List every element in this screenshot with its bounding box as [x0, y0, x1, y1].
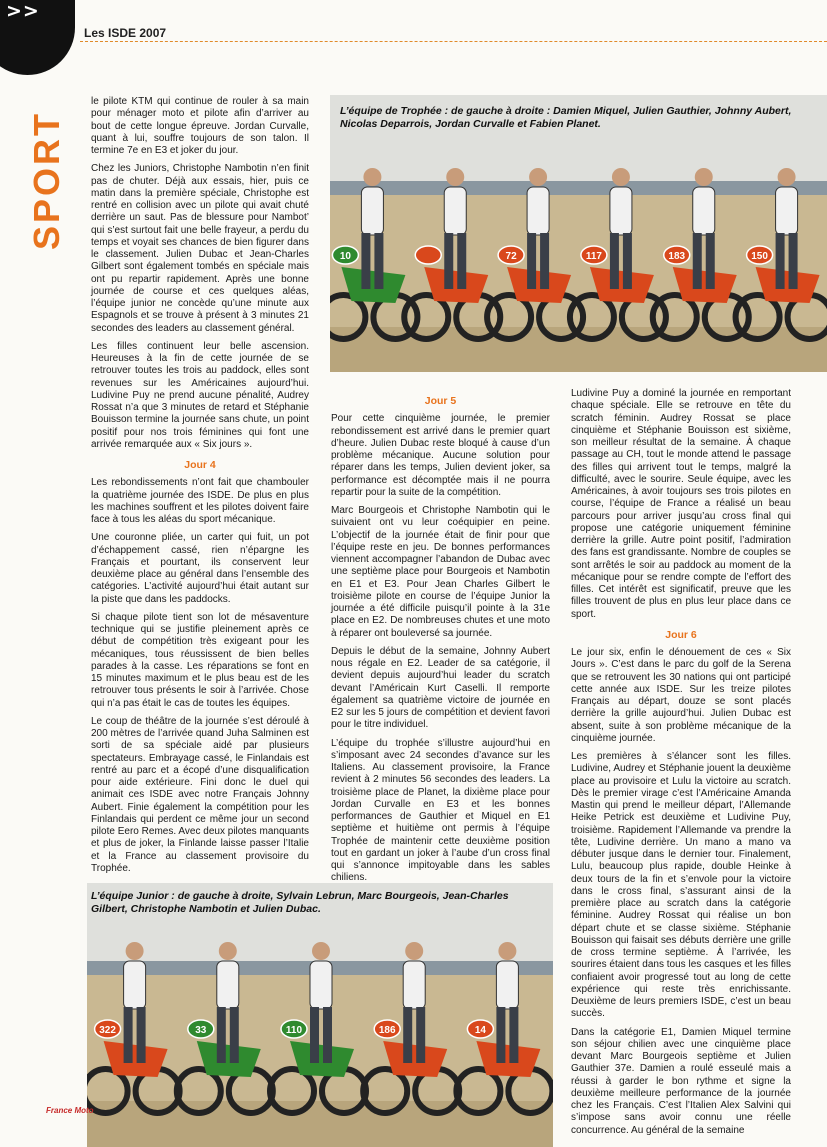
number-plate-text: 322 — [99, 1025, 116, 1036]
rider-head — [126, 942, 144, 960]
number-plate-text: 72 — [505, 251, 517, 262]
section-tab — [0, 0, 75, 75]
section-label: SPORT — [26, 110, 67, 250]
number-plate — [415, 246, 441, 264]
rider-leg — [361, 233, 370, 289]
header-divider — [80, 41, 827, 42]
paragraph: Depuis le début de la semaine, Johnny Aubert nous régale en E2. Leader de sa catégorie, il devient depuis aujourd’hui leader du scratch devant l’Américain Kurt Caselli. Il remporte également sa quatrième victoire de journée en E2 sur les 5 jours de compétition et devient favori pour le titre individuel. — [331, 645, 550, 731]
rider-jersey — [496, 961, 518, 1009]
number-plate-text: 183 — [668, 251, 686, 262]
photo-caption: L’équipe Junior : de gauche à droite, Sylvain Lebrun, Marc Bourgeois, Jean-Charles Gilbert, Christophe Nambotin et Julien Dubac. — [91, 890, 509, 915]
number-plate-text: 110 — [285, 1025, 303, 1036]
rider-leg — [444, 233, 453, 289]
rider-leg — [457, 233, 466, 289]
paragraph: Le jour six, enfin le dénouement de ces « Six Jours ». C’est dans le parc du golf de la Serena que se retrouvent les 30 nations qui ont participé cette année aux ISDE. Sur les treize pilotes Français au départ, douze se sont placés derrière la grille aujourd’hui. Julien Dubac est absent, suite à son problème mécanique de la cinquième journée. — [571, 647, 791, 744]
rider-jersey — [776, 187, 798, 235]
rider-leg — [789, 233, 798, 289]
rider-head — [612, 168, 630, 186]
rider-leg — [527, 233, 536, 289]
paragraph: Pour cette cinquième journée, le premier rebondissement est arrivé dans le premier quart d’heure. Julien Dubac reste bloqué à cause d’un problème mécanique. Aucune solution pour réparer dans les temps, Julien devient joker, sa performance est décomptée mais il ne pourra repartir pour la suite de la compétition. — [331, 413, 550, 498]
photo-caption: L’équipe de Trophée : de gauche à droite : Damien Miquel, Julien Gauthier, Johnny Aubert, Nicolas Deparrois, Jordan Curvalle et Fabien Planet. — [340, 105, 792, 130]
magazine-logo: France Moto — [46, 1106, 94, 1115]
number-plate-text: 150 — [751, 251, 768, 262]
rider-leg — [540, 233, 549, 289]
rider-head — [219, 942, 237, 960]
rider-leg — [310, 1007, 319, 1063]
running-header: Les ISDE 2007 — [84, 26, 167, 40]
number-plate-text: 10 — [339, 251, 351, 262]
number-plate-text: 186 — [378, 1025, 396, 1036]
article-column-2 — [331, 387, 550, 891]
rider-leg — [610, 233, 619, 289]
number-plate-text: 117 — [585, 251, 602, 262]
rider-leg — [496, 1007, 505, 1063]
rider-jersey — [310, 961, 332, 1009]
junior-team-illustration — [87, 883, 553, 1147]
rider-leg — [403, 1007, 412, 1063]
rider-leg — [706, 233, 715, 289]
paragraph: le pilote KTM qui continue de rouler à sa main pour ménager moto et pilote afin d’arriver au bout de cette longue épreuve. Jordan Curvalle, quant à lui, souffre toujours de son talon. Il termine 7e en E3 et joker du jour. — [91, 96, 309, 156]
rider-leg — [217, 1007, 226, 1063]
rider-jersey — [217, 961, 239, 1009]
trophy-team-photo — [330, 95, 827, 372]
rider-jersey — [403, 961, 425, 1009]
section-heading: Jour 6 — [665, 628, 697, 641]
rider-leg — [509, 1007, 518, 1063]
rider-head — [363, 168, 381, 186]
rider-head — [405, 942, 423, 960]
rider-jersey — [124, 961, 146, 1009]
rider-leg — [374, 233, 383, 289]
paragraph: Dans la catégorie E1, Damien Miquel termine son séjour chilien avec une cinquième place devant Marc Bourgeois septième et Julien Gauthier 37e. Damien a roulé esseulé mais a réussi à garder le bon rythme et signe la deuxième meilleure performance de la journée chez les Français. C’est l’Italien Alex Salvini qui s’impose sans avoir connu une réelle concurrence. Au général de la semaine — [571, 1026, 791, 1136]
rider-leg — [416, 1007, 425, 1063]
rider-head — [695, 168, 713, 186]
section-heading: Jour 4 — [184, 459, 216, 471]
number-plate-text: 14 — [474, 1025, 486, 1036]
rider-jersey — [693, 187, 715, 235]
rider-leg — [693, 233, 702, 289]
chevron-right-icon: >> — [6, 0, 40, 22]
rider-leg — [124, 1007, 133, 1063]
section-heading: Jour 5 — [424, 395, 457, 407]
rider-jersey — [361, 187, 383, 235]
foreground-dirt — [87, 1101, 553, 1147]
rider-jersey — [444, 187, 466, 235]
rider-head — [529, 168, 547, 186]
paragraph: Les rebondissements n’ont fait que chambouler la quatrième journée des ISDE. De plus en plus les machines souffrent et les pilotes doivent faire face à tous les aléas du sport mécanique. — [91, 477, 309, 525]
rider-jersey — [610, 187, 632, 235]
paragraph: Marc Bourgeois et Christophe Nambotin qui le suivaient ont vu leur coéquipier en peine. L’objectif de la journée était de finir pour que l’équipe reste en jeu. De bonnes performances viennent accompagner l’abandon de Dubac avec une septième place pour Bourgeois et Nambotin en E1 et E3. Pour Jean Charles Gilbert le troisième pilote en course de l’équipe Junior la journée a été difficile puisqu’il pointe à la 31e place en E2. De nombreuses chutes et une moto à réparer ont bouleversé sa journée. — [331, 505, 550, 639]
article-column-3 — [571, 388, 791, 1143]
rider-head — [498, 942, 516, 960]
paragraph: Ludivine Puy a dominé la journée en remportant chaque spéciale. Elle se retrouve en tête du scratch féminin. Audrey Rossat se place cinquième et Stéphanie Bouisson est sixième, son meilleur résultat de la semaine. À chaque passage au CH, tout le monde attend le passage des filles qui arrivent tout le temps, malgré la difficulté, avec le sourire. Seule équipe, avec les Américaines, à avoir toujours ses trois pilotes en course, l’équipe de France a réalisé un beau parcours pour arriver jusqu’au cross final qui propose une catégorie uniquement féminine derrière la grille. Autre point positif, l’admiration des fans est grandissante. Nombre de couples se sont arrêtés le soir au paddock au moment de la mécanique pour se rendre compte de l’effort des filles. Cet intérêt est significatif, preuve que les filles trouvent de plus en plus leur place dans ce sport. — [571, 388, 791, 620]
paragraph: Si chaque pilote tient son lot de mésaventure technique qui se justifie pleinement après ce début de compétition très exigeant pour les mécaniques, tous réussissent de bien belles parades à la casse. Les réparations se font en 15 minutes maximum et le plus beau est de les retrouver tous présents le soir à l’arrivée. Chose qui n’a pas était le cas de toutes les équipes. — [91, 611, 309, 709]
rider-head — [778, 168, 796, 186]
number-plate-text: 33 — [195, 1025, 207, 1036]
rider-leg — [230, 1007, 239, 1063]
paragraph: Les premières à s’élancer sont les filles. Ludivine, Audrey et Stéphanie jouent la deuxième place au provisoire et Lulu la victoire au scratch. Dès le premier virage c’est l’Américaine Amanda Mastin qui prend le meilleur départ, l’Allemande Heike Petrick est deuxième et Ludivine Puy, troisième. Rapidement l’Allemande va prendre la tête, Ludivine derrière. Un mano a mano va débuter jusque dans le dernier tour. Finalement, Lulu, beaucoup plus rapide, double Heinke à deux tours de la fin et s’envole pour la victoire dans le cross final, s’assurant ainsi de la première place au scratch dans la catégorie féminine. Audrey Rossat qui réalise un bon départ chute et se classe sixième. Stéphanie Bouisson qui faisait ses débuts derrière une grille de cross termine septième. À l’arrivée, les sourires étaient dans tous les casques et les filles confiaient avoir progressé tout au long de cette expérience qui reste très enrichissante. Deuxième de leurs premiers ISDE, c’est un beau succès. — [571, 751, 791, 1020]
paragraph: Le coup de théâtre de la journée s’est déroulé à 200 mètres de l’arrivée quand Juha Salminen est sorti de sa spéciale aidé par plusieurs spectateurs. Embrayage cassé, le Finlandais est rentré au parc et a écopé d’une disqualification pour aide extérieure. Fini donc le duel qui animait ces ISDE avec notre Français Johnny Aubert. Finie également la compétition pour les Finlandais qui perdent ce même jour un second pilote Eero Remes. Avec deux pilotes manquants et plus de joker, la Finlande laisse passer l’Italie et la France au classement provisoire du Trophée. — [91, 715, 309, 874]
paragraph: L’équipe du trophée s’illustre aujourd’hui en s’imposant avec 24 secondes d’avance sur les Italiens. Au classement provisoire, la France revient à 2 minutes 56 secondes des leaders. La troisième place de Planet, la dixième place pour Jordan Curvalle en E3 et les bonnes performances de Gauthier et Miquel en E1 septième et huitième ont permis à l’équipe Trophée de maintenir cette deuxième position tout en gardant un joker à l’aube d’un cross final qui s’annonce impitoyable dans les sables chiliens. — [331, 737, 550, 884]
article-column-1 — [91, 96, 309, 881]
rider-leg — [323, 1007, 332, 1063]
trophy-team-illustration — [330, 95, 827, 372]
rider-leg — [623, 233, 632, 289]
rider-jersey — [527, 187, 549, 235]
rider-leg — [137, 1007, 146, 1063]
paragraph: Chez les Juniors, Christophe Nambotin n’en finit pas de chuter. Déjà aux essais, hier, puis ce matin dans la première spéciale, Christophe est rentré en collision avec un pilote qui avait chuté derrière un saut. Pas de blessure pour Nambot’ qui s’est surtout fait une belle frayeur, a perdu du temps et voyait ses chances de bien figurer dans le classement. Julien Dubac et Jean-Charles Gilbert sont également tombés en spéciale mais ont pu repartir rapidement. Après une bonne journée de course et ces quelques aléas, l’équipe junior ne concède qu’une minute aux Espagnols et se trouve à présent à 3 minutes 21 secondes des leaders au classement général. — [91, 163, 309, 334]
rider-head — [446, 168, 464, 186]
paragraph: Une couronne pliée, un carter qui fuit, un pot d’échappement cassé, rien n’épargne les Français et pourtant, ils conservent leur deuxième place au général dans l’ensemble des catégories. L’activité aujourd’hui était autant sur la piste que dans les paddocks. — [91, 532, 309, 605]
sea — [330, 181, 827, 195]
rider-leg — [776, 233, 785, 289]
junior-team-photo — [87, 883, 553, 1147]
rider-head — [312, 942, 330, 960]
paragraph: Les filles continuent leur belle ascension. Heureuses à la fin de cette journée de se retrouver toutes les trois au paddock, elles sont revenues sur les Américaines aujourd’hui. Ludivine Puy ne prend aucune pénalité, Audrey Rossat n’a que 3 minutes de retard et Stéphanie Bouisson termine la journée sans chute, un point positif pour nos trois féminines qui font une arrivée remarquée aux « Six jours ». — [91, 340, 309, 450]
